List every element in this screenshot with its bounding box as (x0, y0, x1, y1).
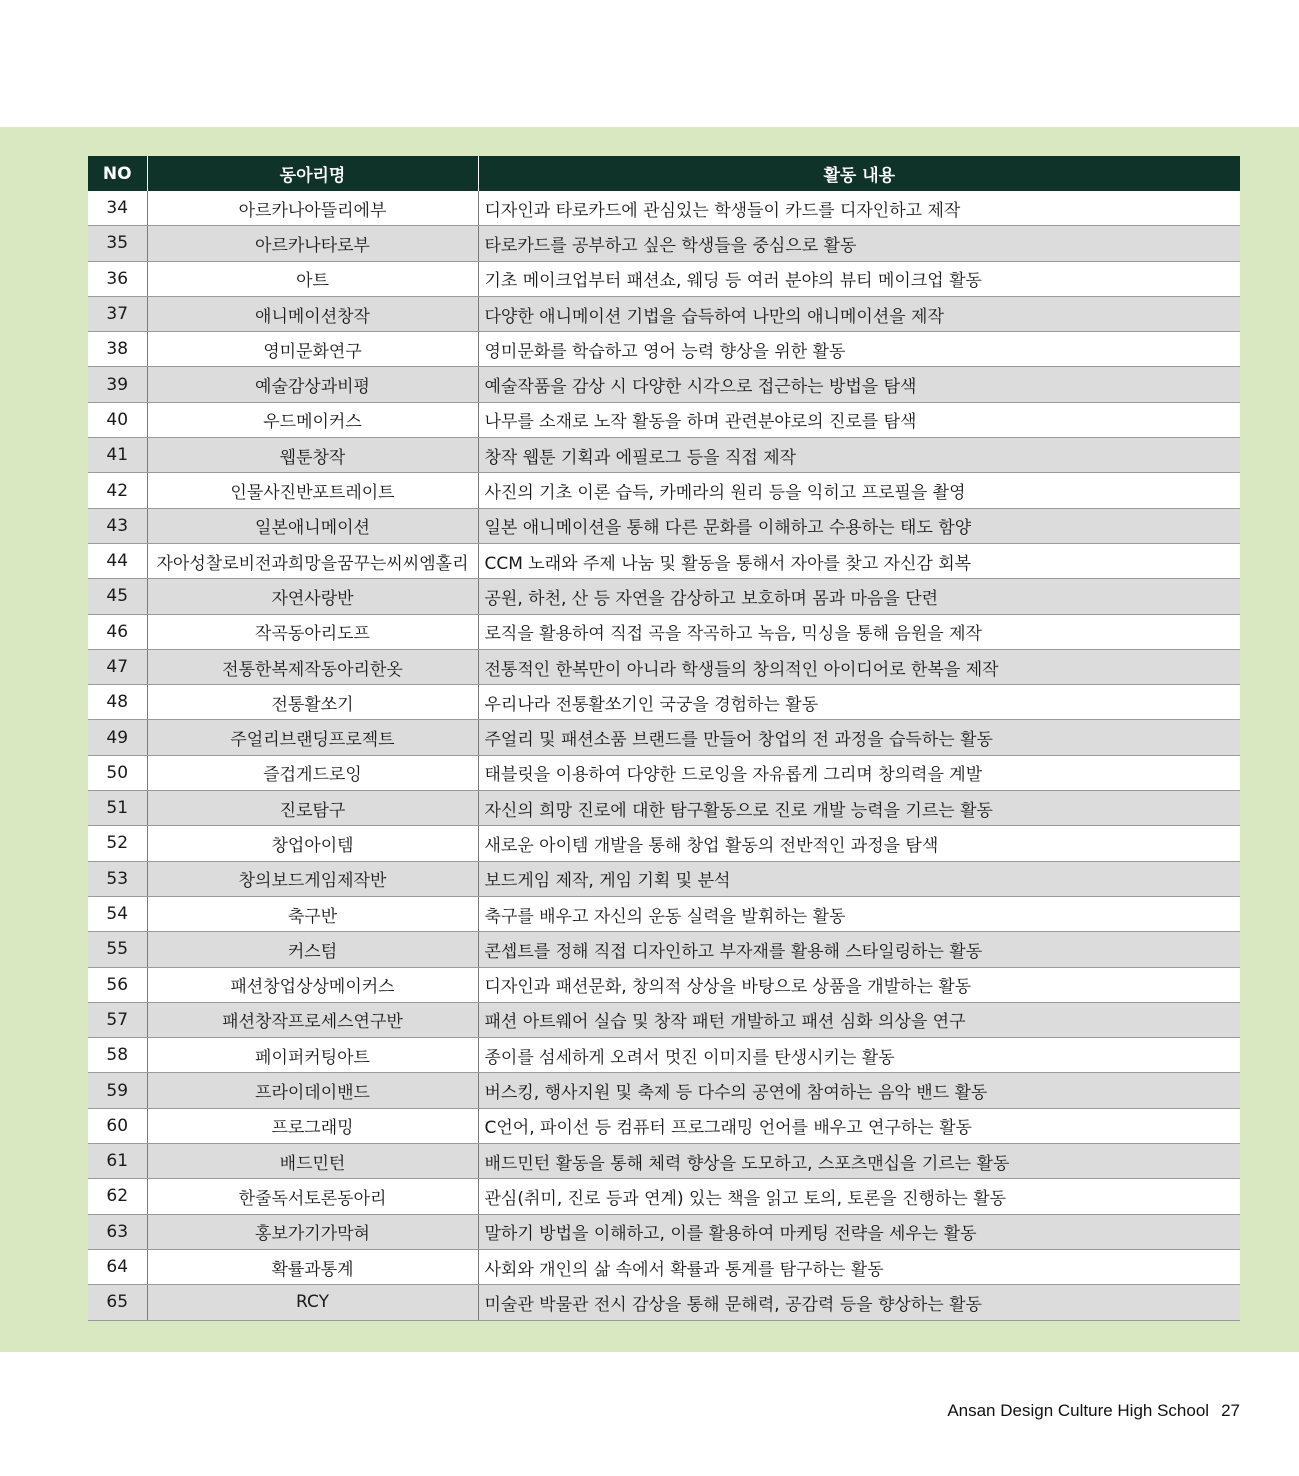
club-name: 웹툰창작 (147, 438, 478, 473)
club-name: 확률과통계 (147, 1249, 478, 1284)
row-number: 40 (88, 402, 147, 437)
table-row (88, 826, 1240, 861)
row-number: 60 (88, 1108, 147, 1143)
table-row (88, 932, 1240, 967)
club-activity: 주얼리 및 패션소품 브랜드를 만들어 창업의 전 과정을 습득하는 활동 (478, 720, 1240, 755)
table-row (88, 896, 1240, 931)
club-activity: 타로카드를 공부하고 싶은 학생들을 중심으로 활동 (478, 226, 1240, 261)
club-name: 패션창작프로세스연구반 (147, 1002, 478, 1037)
row-number: 49 (88, 720, 147, 755)
club-name: 창의보드게임제작반 (147, 861, 478, 896)
table-row (88, 649, 1240, 684)
table-row (88, 720, 1240, 755)
club-activity: 관심(취미, 진로 등과 연계) 있는 책을 읽고 토의, 토론을 진행하는 활동 (478, 1179, 1240, 1214)
club-activity: 나무를 소재로 노작 활동을 하며 관련분야로의 진로를 탐색 (478, 402, 1240, 437)
row-number: 56 (88, 967, 147, 1002)
table-body (88, 191, 1240, 1320)
row-number: 42 (88, 473, 147, 508)
club-name: 애니메이션창작 (147, 296, 478, 331)
club-activity: 축구를 배우고 자신의 운동 실력을 발휘하는 활동 (478, 896, 1240, 931)
table-row (88, 226, 1240, 261)
table-row (88, 1214, 1240, 1249)
club-name: 자연사랑반 (147, 579, 478, 614)
table-row (88, 614, 1240, 649)
row-number: 53 (88, 861, 147, 896)
club-activity: 일본 애니메이션을 통해 다른 문화를 이해하고 수용하는 태도 함양 (478, 508, 1240, 543)
club-name: 축구반 (147, 896, 478, 931)
table-row (88, 367, 1240, 402)
club-activity: 전통적인 한복만이 아니라 학생들의 창의적인 아이디어로 한복을 제작 (478, 649, 1240, 684)
club-activity: 패션 아트웨어 실습 및 창작 패턴 개발하고 패션 심화 의상을 연구 (478, 1002, 1240, 1037)
row-number: 51 (88, 791, 147, 826)
table-row (88, 579, 1240, 614)
club-activity: 자신의 희망 진로에 대한 탐구활동으로 진로 개발 능력을 기르는 활동 (478, 791, 1240, 826)
club-name: 영미문화연구 (147, 332, 478, 367)
club-activity: 예술작품을 감상 시 다양한 시각으로 접근하는 방법을 탐색 (478, 367, 1240, 402)
row-number: 43 (88, 508, 147, 543)
club-activity: 콘셉트를 정해 직접 디자인하고 부자재를 활용해 스타일링하는 활동 (478, 932, 1240, 967)
table-row (88, 191, 1240, 226)
table-row (88, 967, 1240, 1002)
table-row (88, 1002, 1240, 1037)
table-row (88, 402, 1240, 437)
row-number: 35 (88, 226, 147, 261)
club-name: 배드민턴 (147, 1144, 478, 1179)
club-activity: 사진의 기초 이론 습득, 카메라의 원리 등을 익히고 프로필을 촬영 (478, 473, 1240, 508)
page-footer (947, 1401, 1240, 1421)
table-row (88, 1038, 1240, 1073)
club-name: 커스텀 (147, 932, 478, 967)
table-row (88, 332, 1240, 367)
club-activity: 종이를 섬세하게 오려서 멋진 이미지를 탄생시키는 활동 (478, 1038, 1240, 1073)
row-number: 46 (88, 614, 147, 649)
school-name: Ansan Design Culture High School (947, 1401, 1210, 1420)
club-activity: 로직을 활용하여 직접 곡을 작곡하고 녹음, 믹싱을 통해 음원을 제작 (478, 614, 1240, 649)
club-name: 프로그래밍 (147, 1108, 478, 1143)
table-row (88, 1285, 1240, 1320)
row-number: 63 (88, 1214, 147, 1249)
club-name: 한줄독서토론동아리 (147, 1179, 478, 1214)
club-name: 페이퍼커팅아트 (147, 1038, 478, 1073)
club-activity: 새로운 아이템 개발을 통해 창업 활동의 전반적인 과정을 탐색 (478, 826, 1240, 861)
table-row (88, 791, 1240, 826)
table-row (88, 1108, 1240, 1143)
row-number: 38 (88, 332, 147, 367)
club-activity: 배드민턴 활동을 통해 체력 향상을 도모하고, 스포츠맨십을 기르는 활동 (478, 1144, 1240, 1179)
table-row (88, 1144, 1240, 1179)
club-name: 전통활쏘기 (147, 685, 478, 720)
row-number: 47 (88, 649, 147, 684)
row-number: 34 (88, 191, 147, 226)
club-name: 예술감상과비평 (147, 367, 478, 402)
row-number: 62 (88, 1179, 147, 1214)
club-name: 패션창업상상메이커스 (147, 967, 478, 1002)
table-row (88, 1179, 1240, 1214)
club-activity: 우리나라 전통활쏘기인 국궁을 경험하는 활동 (478, 685, 1240, 720)
club-name: 작곡동아리도프 (147, 614, 478, 649)
club-name: 아트 (147, 261, 478, 296)
club-activity: 영미문화를 학습하고 영어 능력 향상을 위한 활동 (478, 332, 1240, 367)
header-club-name: 동아리명 (147, 156, 478, 191)
row-number: 58 (88, 1038, 147, 1073)
table-row (88, 508, 1240, 543)
table-header (88, 156, 1240, 191)
table-row (88, 261, 1240, 296)
club-name: 인물사진반포트레이트 (147, 473, 478, 508)
table-row (88, 543, 1240, 578)
club-activity: 미술관 박물관 전시 감상을 통해 문해력, 공감력 등을 향상하는 활동 (478, 1285, 1240, 1320)
club-name: 창업아이템 (147, 826, 478, 861)
table-row (88, 1073, 1240, 1108)
page-number: 27 (1221, 1401, 1240, 1420)
club-activity: 버스킹, 행사지원 및 축제 등 다수의 공연에 참여하는 음악 밴드 활동 (478, 1073, 1240, 1108)
row-number: 50 (88, 755, 147, 790)
club-activity: 디자인과 타로카드에 관심있는 학생들이 카드를 디자인하고 제작 (478, 191, 1240, 226)
club-name: 아르카나타로부 (147, 226, 478, 261)
club-activity: 공원, 하천, 산 등 자연을 감상하고 보호하며 몸과 마음을 단련 (478, 579, 1240, 614)
club-activity: 기초 메이크업부터 패션쇼, 웨딩 등 여러 분야의 뷰티 메이크업 활동 (478, 261, 1240, 296)
club-name: 전통한복제작동아리한옷 (147, 649, 478, 684)
club-activity: 사회와 개인의 삶 속에서 확률과 통계를 탐구하는 활동 (478, 1249, 1240, 1284)
row-number: 45 (88, 579, 147, 614)
row-number: 44 (88, 543, 147, 578)
club-name: 즐겁게드로잉 (147, 755, 478, 790)
club-name: RCY (147, 1285, 478, 1320)
row-number: 65 (88, 1285, 147, 1320)
row-number: 64 (88, 1249, 147, 1284)
table-row (88, 685, 1240, 720)
club-activity: 다양한 애니메이션 기법을 습득하여 나만의 애니메이션을 제작 (478, 296, 1240, 331)
table-row (88, 1249, 1240, 1284)
header-no: NO (88, 156, 147, 191)
row-number: 59 (88, 1073, 147, 1108)
row-number: 39 (88, 367, 147, 402)
club-activity: 창작 웹툰 기획과 에필로그 등을 직접 제작 (478, 438, 1240, 473)
club-name: 주얼리브랜딩프로젝트 (147, 720, 478, 755)
club-activity: CCM 노래와 주제 나눔 및 활동을 통해서 자아를 찾고 자신감 회복 (478, 543, 1240, 578)
header-activity: 활동 내용 (478, 156, 1240, 191)
table-row (88, 473, 1240, 508)
table-row (88, 861, 1240, 896)
club-activity: 태블릿을 이용하여 다양한 드로잉을 자유롭게 그리며 창의력을 계발 (478, 755, 1240, 790)
row-number: 36 (88, 261, 147, 296)
club-activity: 말하기 방법을 이해하고, 이를 활용하여 마케팅 전략을 세우는 활동 (478, 1214, 1240, 1249)
club-activity: C언어, 파이선 등 컴퓨터 프로그래밍 언어를 배우고 연구하는 활동 (478, 1108, 1240, 1143)
club-name: 홍보가기가막혀 (147, 1214, 478, 1249)
club-activity: 디자인과 패션문화, 창의적 상상을 바탕으로 상품을 개발하는 활동 (478, 967, 1240, 1002)
row-number: 57 (88, 1002, 147, 1037)
row-number: 55 (88, 932, 147, 967)
row-number: 48 (88, 685, 147, 720)
club-name: 우드메이커스 (147, 402, 478, 437)
row-number: 54 (88, 896, 147, 931)
club-name: 아르카나아뜰리에부 (147, 191, 478, 226)
row-number: 61 (88, 1144, 147, 1179)
club-name: 일본애니메이션 (147, 508, 478, 543)
table-row (88, 438, 1240, 473)
club-name: 진로탐구 (147, 791, 478, 826)
club-name: 자아성찰로비전과희망을꿈꾸는씨씨엠홀리 (147, 543, 478, 578)
row-number: 52 (88, 826, 147, 861)
table-row (88, 755, 1240, 790)
row-number: 37 (88, 296, 147, 331)
table-row (88, 296, 1240, 331)
club-table (88, 156, 1240, 1321)
header-row (88, 156, 1240, 191)
club-name: 프라이데이밴드 (147, 1073, 478, 1108)
row-number: 41 (88, 438, 147, 473)
club-activity: 보드게임 제작, 게임 기획 및 분석 (478, 861, 1240, 896)
